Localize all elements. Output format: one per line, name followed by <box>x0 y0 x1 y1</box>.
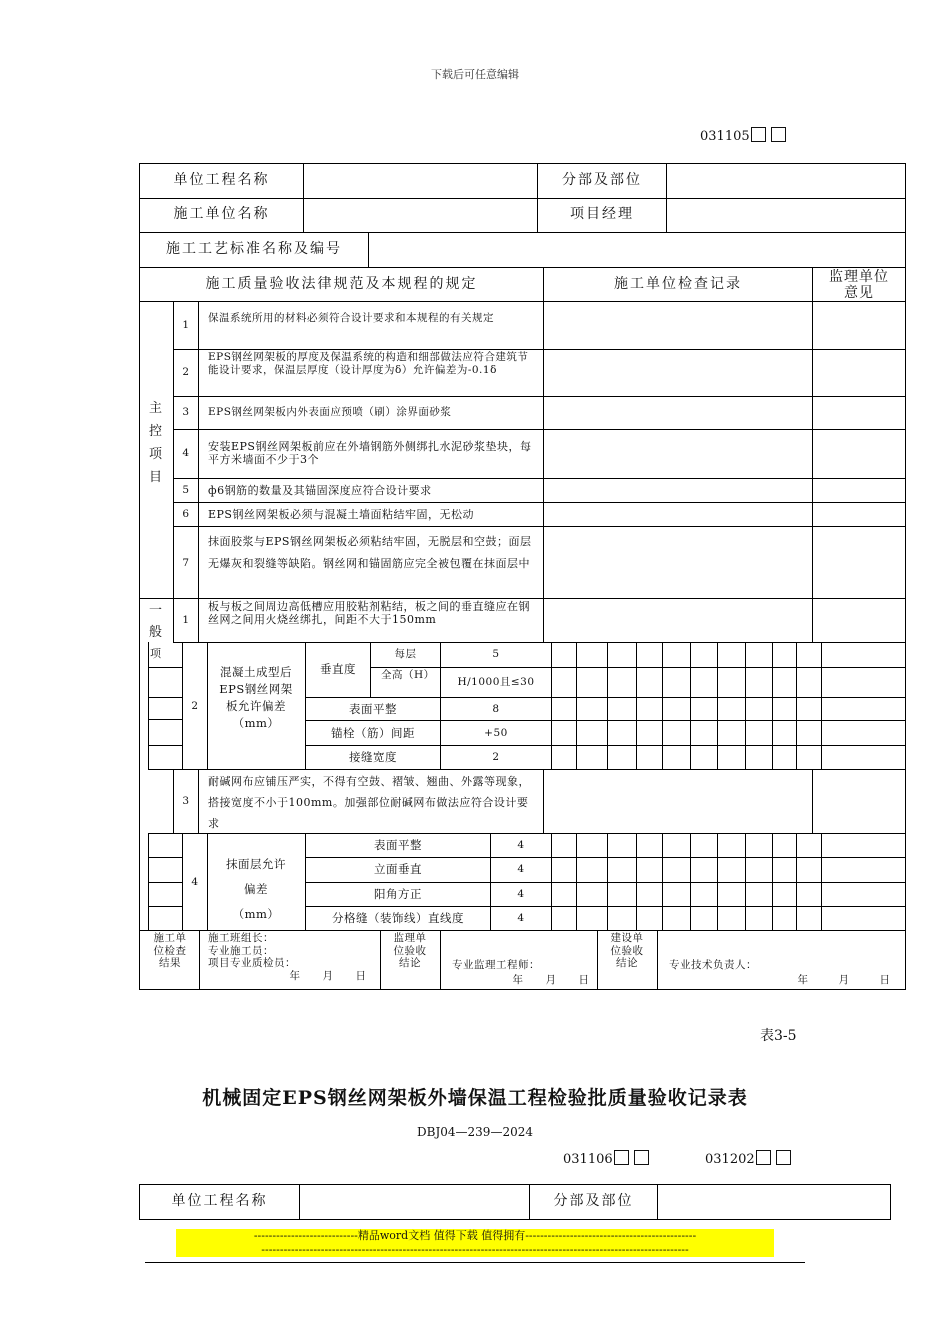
item-number: 2 <box>191 700 199 712</box>
plaster-row-name: 立面垂直 <box>374 862 422 876</box>
plaster-row-name: 阳角方正 <box>374 887 422 901</box>
plaster-row-name: 分格缝（装饰线）直线度 <box>332 911 464 925</box>
item-text: ф6钢筋的数量及其锚固深度应符合设计要求 <box>208 484 432 497</box>
item-text: 耐碱网布应铺压严实，不得有空鼓、褶皱、翘曲、外露等现象，搭接宽度不小于100mm。加强部位耐碱网布做法应符合设计要求 <box>208 775 530 830</box>
footer-rule <box>145 1262 805 1263</box>
item-number: 3 <box>182 406 190 418</box>
item-text: 保温系统所用的材料必须符合设计要求和本规程的有关规定 <box>208 312 494 324</box>
item-number: 5 <box>182 484 190 496</box>
process-standard-label: 施工工艺标准名称及编号 <box>166 241 342 257</box>
joint-width-value: 2 <box>492 751 500 763</box>
unit-project-name-label: 单位工程名称 <box>173 172 270 188</box>
item-number: 6 <box>182 508 190 520</box>
table-number: 表3-5 <box>760 1028 797 1044</box>
unit-project-name-label-2: 单位工程名称 <box>171 1193 268 1209</box>
standard-code: DBJ04—239—2024 <box>417 1125 533 1139</box>
plaster-row-name: 表面平整 <box>374 838 422 852</box>
per-floor-label: 每层 <box>394 648 417 660</box>
surface-flatness-value: 8 <box>492 703 500 715</box>
supervision-engineer-label: 专业监理工程师： <box>452 959 540 971</box>
item-number: 2 <box>182 366 190 378</box>
project-manager-label: 项目经理 <box>570 206 634 222</box>
unit-result-label: 施工单位检查结果 <box>153 932 187 969</box>
item-number: 3 <box>182 795 190 807</box>
item-text: 板与板之间周边高低槽应用胶粘剂粘结，板之间的垂直缝应在钢丝网之间用火烧丝绑扎，间距不大于150mm <box>208 600 530 627</box>
anchor-spacing-label: 锚栓（筋）间距 <box>331 726 415 740</box>
item-number: 1 <box>182 614 190 626</box>
verticality-label: 垂直度 <box>320 662 356 676</box>
form-code-a: 031106 <box>563 1150 649 1167</box>
technical-lead-label: 专业技术负责人： <box>669 959 757 971</box>
per-floor-value: 5 <box>492 648 500 660</box>
item-text: EPS钢丝网架板必须与混凝土墙面粘结牢固，无松动 <box>208 508 474 521</box>
header-note: 下载后可任意编辑 <box>431 68 519 81</box>
surface-flatness-label: 表面平整 <box>349 702 397 716</box>
anchor-spacing-value: +50 <box>484 727 508 739</box>
item-text: 抹面胶浆与EPS钢丝网架板必须粘结牢固，无脱层和空鼓；面层无爆灰和裂缝等缺陷。钢丝网和锚固筋应完全被包覆在抹面层中 <box>208 535 532 570</box>
full-height-value: H/1000且≤30 <box>457 676 535 688</box>
plaster-row-value: 4 <box>517 888 525 900</box>
record-column-header: 施工单位检查记录 <box>614 276 742 292</box>
item-number: 7 <box>182 557 190 569</box>
plaster-deviation-label: 抹面层允许偏差（mm） <box>226 857 286 921</box>
owner-date: 年 月 日 <box>797 974 900 986</box>
form-code: 031105 <box>700 127 786 144</box>
item-text: EPS钢丝网架板的厚度及保温系统的构造和细部做法应符合建筑节能设计要求，保温层厚度（设计厚度为δ）允许偏差为-0.1δ <box>208 351 529 376</box>
plaster-row-value: 4 <box>517 912 525 924</box>
general-group-label: 一 般 项 <box>148 603 163 660</box>
full-height-label: 全高（H） <box>381 669 435 681</box>
rule-column-header: 施工质量验收法律规范及本规程的规定 <box>205 276 478 292</box>
supervision-date: 年 月 日 <box>512 974 595 986</box>
item-number: 4 <box>182 447 190 459</box>
form-title: 机械固定EPS钢丝网架板外墙保温工程检验批质量验收记录表 <box>202 1087 748 1109</box>
signature-block: 施工班组长： 专业施工员： 项目专业质检员： 年 月 日 <box>208 932 372 982</box>
supervision-conclusion-label: 监理单位验收结论 <box>393 932 427 969</box>
item-text: EPS钢丝网架板内外表面应预喷（刷）涂界面砂浆 <box>208 406 452 418</box>
plaster-row-value: 4 <box>517 839 525 851</box>
plaster-row-value: 4 <box>517 863 525 875</box>
owner-conclusion-label: 建设单位验收结论 <box>610 932 644 969</box>
sub-division-label-2: 分部及部位 <box>553 1193 634 1209</box>
sub-division-label: 分部及部位 <box>562 172 642 188</box>
promo-banner: ----------------------------精品word文档 值得下载 值得拥有---------------------------------------------- ------------------------------------------------------------------------------------------------------------------- <box>176 1229 774 1257</box>
item-number: 1 <box>182 319 190 331</box>
supervise-column-header: 监理单位意见 <box>829 269 889 301</box>
deviation-label: 混凝土成型后EPS钢丝网架板允许偏差（mm） <box>219 665 293 730</box>
construction-unit-label: 施工单位名称 <box>173 206 270 222</box>
form-code-b: 031202 <box>705 1150 791 1167</box>
joint-width-label: 接缝宽度 <box>349 750 397 764</box>
item-text: 安装EPS钢丝网架板前应在外墙钢筋外侧绑扎水泥砂浆垫块，每平方米墙面不少于3个 <box>208 440 532 467</box>
item-number: 4 <box>191 876 199 888</box>
main-group-label: 主 控 项 目 <box>148 401 163 485</box>
